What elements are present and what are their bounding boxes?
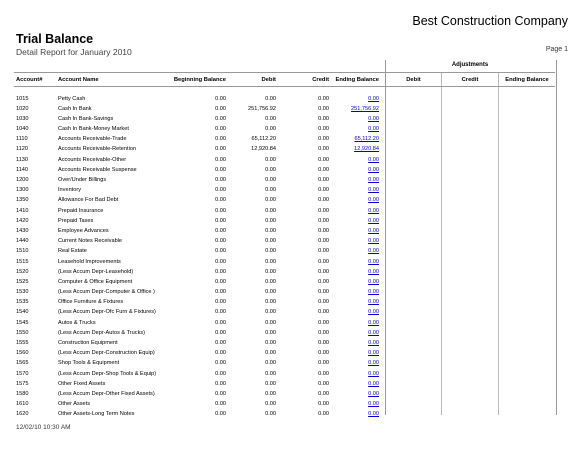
ending-balance-link[interactable]: 0.00 <box>368 340 379 346</box>
col-header-debit: Debit <box>261 77 276 83</box>
ending-balance-link[interactable]: 0.00 <box>368 95 379 102</box>
account-number: 1510 <box>16 248 29 255</box>
credit-amount: 0.00 <box>318 187 329 194</box>
ending-balance-link[interactable]: 0.00 <box>368 278 379 285</box>
account-name: (Less Accum Depr-Ofc Furn & Fixtures) <box>58 309 156 316</box>
debit-amount: 0.00 <box>265 187 276 194</box>
account-name: (Less Accum Depr-Other Fixed Assets) <box>58 390 155 397</box>
account-name: Over/Under Billings <box>58 177 107 183</box>
table-row <box>0 257 582 267</box>
debit-amount: 0.00 <box>265 207 276 214</box>
beginning-balance: 0.00 <box>215 360 226 367</box>
credit-amount: 0.00 <box>318 197 329 204</box>
credit-amount: 0.00 <box>318 156 329 163</box>
debit-amount: 0.00 <box>265 95 276 102</box>
account-name: Accounts Receivable-Trade <box>58 136 127 143</box>
table-row <box>0 175 582 185</box>
debit-amount: 0.00 <box>265 268 276 275</box>
beginning-balance: 0.00 <box>215 126 226 133</box>
account-number: 1040 <box>16 126 29 133</box>
credit-amount: 0.00 <box>318 299 329 306</box>
credit-amount: 0.00 <box>318 340 329 346</box>
credit-amount: 0.00 <box>318 268 329 275</box>
credit-amount: 0.00 <box>318 360 329 367</box>
beginning-balance: 0.00 <box>215 309 226 316</box>
table-row <box>0 338 582 348</box>
account-number: 1620 <box>16 411 29 418</box>
table-row <box>0 287 582 297</box>
table-row <box>0 236 582 246</box>
account-number: 1120 <box>16 146 29 153</box>
credit-amount: 0.00 <box>318 319 329 326</box>
table-row <box>0 185 582 195</box>
credit-amount: 0.00 <box>318 278 329 285</box>
report-title: Trial Balance <box>16 32 94 46</box>
col-header-credit: Credit <box>312 77 329 83</box>
account-name: Accounts Receivable Suspense <box>58 166 137 173</box>
ending-balance-link[interactable]: 0.00 <box>368 248 379 255</box>
trial-balance-rows <box>0 94 582 420</box>
beginning-balance: 0.00 <box>215 258 226 265</box>
ending-balance-link[interactable]: 0.00 <box>368 258 379 265</box>
table-row <box>0 206 582 216</box>
header-rule-top <box>14 72 555 73</box>
table-row <box>0 277 582 287</box>
account-name: Cash In Bank-Money Market <box>58 126 129 133</box>
table-row <box>0 104 582 114</box>
ending-balance-link[interactable]: 0.00 <box>368 360 379 367</box>
beginning-balance: 0.00 <box>215 248 226 255</box>
credit-amount: 0.00 <box>318 105 329 112</box>
credit-amount: 0.00 <box>318 401 329 408</box>
col-header-adj-debit: Debit <box>406 77 421 83</box>
beginning-balance: 0.00 <box>215 115 226 122</box>
debit-amount: 0.00 <box>265 329 276 336</box>
debit-amount: 0.00 <box>265 390 276 397</box>
ending-balance-link[interactable]: 0.00 <box>368 238 379 245</box>
account-number: 1610 <box>16 401 29 408</box>
debit-amount: 0.00 <box>265 258 276 265</box>
debit-amount: 0.00 <box>265 380 276 387</box>
credit-amount: 0.00 <box>318 289 329 296</box>
ending-balance-link[interactable]: 0.00 <box>368 380 379 387</box>
page-number: Page 1 <box>545 46 568 53</box>
ending-balance-link[interactable]: 12,920.84 <box>354 146 379 153</box>
col-header-adj-ending: Ending Balance <box>505 77 549 83</box>
ending-balance-link[interactable]: 0.00 <box>368 390 379 397</box>
account-number: 1535 <box>16 299 29 306</box>
beginning-balance: 0.00 <box>215 197 226 204</box>
table-row <box>0 155 582 165</box>
account-name: Prepaid Insurance <box>58 207 104 214</box>
debit-amount: 0.00 <box>265 340 276 346</box>
ending-balance-link[interactable]: 0.00 <box>368 187 379 194</box>
company-name: Best Construction Company <box>412 14 568 28</box>
table-row <box>0 195 582 205</box>
table-row <box>0 297 582 307</box>
account-number: 1565 <box>16 360 29 367</box>
beginning-balance: 0.00 <box>215 227 226 234</box>
account-name: Leasehold Improvements <box>58 258 121 265</box>
account-name: Accounts Receivable-Other <box>58 156 127 163</box>
beginning-balance: 0.00 <box>215 95 226 102</box>
account-number: 1440 <box>16 238 29 245</box>
credit-amount: 0.00 <box>318 370 329 377</box>
debit-amount: 0.00 <box>265 299 276 306</box>
ending-balance-link[interactable]: 0.00 <box>368 289 379 296</box>
table-row <box>0 389 582 399</box>
account-name: Petty Cash <box>58 95 86 102</box>
credit-amount: 0.00 <box>318 238 329 245</box>
col-header-account: Account# <box>16 77 43 83</box>
account-number: 1545 <box>16 319 29 326</box>
account-name: Computer & Office Equipment <box>58 278 133 285</box>
ending-balance-link[interactable]: 0.00 <box>368 197 379 204</box>
credit-amount: 0.00 <box>318 115 329 122</box>
ending-balance-link[interactable]: 65,112.20 <box>354 136 379 143</box>
account-number: 1430 <box>16 227 29 234</box>
beginning-balance: 0.00 <box>215 340 226 346</box>
beginning-balance: 0.00 <box>215 166 226 173</box>
debit-amount: 65,112.20 <box>251 136 276 143</box>
table-row <box>0 399 582 409</box>
account-name: Office Furniture & Fixtures <box>58 299 124 306</box>
account-name: Autos & Trucks <box>58 319 96 326</box>
beginning-balance: 0.00 <box>215 156 226 163</box>
account-number: 1530 <box>16 289 29 296</box>
account-name: Other Fixed Assets <box>58 380 106 387</box>
ending-balance-link[interactable]: 251,756.92 <box>351 105 379 112</box>
table-row <box>0 348 582 358</box>
account-number: 1520 <box>16 268 29 275</box>
debit-amount: 0.00 <box>265 126 276 133</box>
report-subtitle: Detail Report for January 2010 <box>16 47 132 57</box>
credit-amount: 0.00 <box>318 248 329 255</box>
debit-amount: 12,920.84 <box>251 146 276 153</box>
debit-amount: 0.00 <box>265 217 276 224</box>
debit-amount: 0.00 <box>265 177 276 183</box>
debit-amount: 0.00 <box>265 350 276 357</box>
credit-amount: 0.00 <box>318 350 329 357</box>
ending-balance-link[interactable]: 0.00 <box>368 329 379 336</box>
account-number: 1555 <box>16 340 29 346</box>
credit-amount: 0.00 <box>318 390 329 397</box>
beginning-balance: 0.00 <box>215 299 226 306</box>
ending-balance-link[interactable]: 0.00 <box>368 401 379 408</box>
beginning-balance: 0.00 <box>215 380 226 387</box>
account-number: 1110 <box>16 136 28 143</box>
adjustments-title: Adjustments <box>451 62 489 68</box>
account-number: 1560 <box>16 350 29 357</box>
ending-balance-link[interactable]: 0.00 <box>368 166 379 173</box>
debit-amount: 0.00 <box>265 238 276 245</box>
beginning-balance: 0.00 <box>215 146 226 153</box>
account-name: Cash In Bank-Savings <box>58 115 114 122</box>
beginning-balance: 0.00 <box>215 370 226 377</box>
ending-balance-link[interactable]: 0.00 <box>368 319 379 326</box>
table-row <box>0 94 582 104</box>
debit-amount: 0.00 <box>265 411 276 418</box>
table-row <box>0 246 582 256</box>
debit-amount: 0.00 <box>265 360 276 367</box>
account-number: 1030 <box>16 115 29 122</box>
credit-amount: 0.00 <box>318 217 329 224</box>
account-number: 1540 <box>16 309 29 316</box>
table-row <box>0 328 582 338</box>
account-number: 1575 <box>16 380 29 387</box>
header-rule-bottom <box>14 86 555 87</box>
credit-amount: 0.00 <box>318 329 329 336</box>
col-header-beginning: Beginning Balance <box>173 77 226 83</box>
account-name: (Less Accum Depr-Shop Tools & Equip) <box>58 370 157 377</box>
account-number: 1410 <box>16 207 29 214</box>
beginning-balance: 0.00 <box>215 136 226 143</box>
account-name: Accounts Receivable-Retention <box>58 146 137 153</box>
table-row <box>0 216 582 226</box>
account-name: Current Notes Receivable <box>58 238 123 245</box>
account-number: 1570 <box>16 370 29 377</box>
table-row <box>0 267 582 277</box>
account-name: (Less Accum Depr-Autos & Trucks) <box>58 329 146 336</box>
col-header-ending: Ending Balance <box>335 77 379 83</box>
credit-amount: 0.00 <box>318 177 329 183</box>
account-number: 1140 <box>16 166 29 173</box>
debit-amount: 0.00 <box>265 309 276 316</box>
ending-balance-link[interactable]: 0.00 <box>368 217 379 224</box>
beginning-balance: 0.00 <box>215 278 226 285</box>
debit-amount: 0.00 <box>265 278 276 285</box>
account-number: 1420 <box>16 217 29 224</box>
account-name: Allowance For Bad Debt <box>58 197 119 204</box>
account-number: 1550 <box>16 329 29 336</box>
debit-amount: 0.00 <box>265 166 276 173</box>
account-number: 1515 <box>16 258 29 265</box>
ending-balance-link[interactable]: 0.00 <box>368 177 379 183</box>
credit-amount: 0.00 <box>318 166 329 173</box>
ending-balance-link[interactable]: 0.00 <box>368 115 379 122</box>
col-header-name: Account Name <box>58 77 99 83</box>
account-name: (Less Accum Depr-Construction Equip) <box>58 350 155 357</box>
debit-amount: 0.00 <box>265 197 276 204</box>
ending-balance-link[interactable]: 0.00 <box>368 299 379 306</box>
table-row <box>0 307 582 317</box>
credit-amount: 0.00 <box>318 126 329 133</box>
account-name: Cash In Bank <box>58 105 92 112</box>
account-number: 1300 <box>16 187 29 194</box>
credit-amount: 0.00 <box>318 258 329 265</box>
ending-balance-link[interactable]: 0.00 <box>368 156 379 163</box>
report-timestamp: 12/02/10 10:30 AM <box>16 424 71 431</box>
account-number: 1350 <box>16 197 29 204</box>
account-number: 1580 <box>16 390 29 397</box>
beginning-balance: 0.00 <box>215 329 226 336</box>
table-row <box>0 379 582 389</box>
debit-amount: 0.00 <box>265 227 276 234</box>
table-row <box>0 226 582 236</box>
table-row <box>0 134 582 144</box>
credit-amount: 0.00 <box>318 146 329 153</box>
credit-amount: 0.00 <box>318 411 329 418</box>
credit-amount: 0.00 <box>318 207 329 214</box>
beginning-balance: 0.00 <box>215 177 226 183</box>
table-row <box>0 124 582 134</box>
debit-amount: 0.00 <box>265 156 276 163</box>
debit-amount: 251,756.92 <box>248 105 276 112</box>
account-number: 1130 <box>16 156 29 163</box>
table-row <box>0 114 582 124</box>
account-name: Real Estate <box>58 248 87 255</box>
ending-balance-link[interactable]: 0.00 <box>368 126 379 133</box>
debit-amount: 0.00 <box>265 115 276 122</box>
debit-amount: 0.00 <box>265 289 276 296</box>
account-number: 1015 <box>16 95 29 102</box>
account-name: (Less Accum Depr-Computer & Office ) <box>58 289 155 296</box>
ending-balance-link[interactable]: 0.00 <box>368 268 379 275</box>
ending-balance-link[interactable]: 0.00 <box>368 227 379 234</box>
account-name: (Less Accum Depr-Leasehold) <box>58 268 134 275</box>
credit-amount: 0.00 <box>318 309 329 316</box>
beginning-balance: 0.00 <box>215 390 226 397</box>
debit-amount: 0.00 <box>265 370 276 377</box>
debit-amount: 0.00 <box>265 401 276 408</box>
ending-balance-link[interactable]: 0.00 <box>368 350 379 357</box>
beginning-balance: 0.00 <box>215 319 226 326</box>
account-number: 1525 <box>16 278 29 285</box>
account-name: Shop Tools & Equipment <box>58 360 120 367</box>
credit-amount: 0.00 <box>318 95 329 102</box>
beginning-balance: 0.00 <box>215 350 226 357</box>
table-row <box>0 358 582 368</box>
account-name: Other Assets-Long Term Notes <box>58 411 135 418</box>
beginning-balance: 0.00 <box>215 105 226 112</box>
ending-balance-link[interactable]: 0.00 <box>368 309 379 316</box>
table-row <box>0 409 582 419</box>
account-name: Inventory <box>58 187 82 194</box>
account-number: 1020 <box>16 105 29 112</box>
beginning-balance: 0.00 <box>215 268 226 275</box>
col-header-adj-credit: Credit <box>461 77 479 83</box>
beginning-balance: 0.00 <box>215 289 226 296</box>
account-name: Prepaid Taxes <box>58 217 94 224</box>
debit-amount: 0.00 <box>265 248 276 255</box>
ending-balance-link[interactable]: 0.00 <box>368 207 379 214</box>
account-name: Construction Equipment <box>58 340 118 346</box>
account-name: Other Assets <box>58 401 91 408</box>
credit-amount: 0.00 <box>318 380 329 387</box>
ending-balance-link[interactable]: 0.00 <box>368 370 379 377</box>
credit-amount: 0.00 <box>318 227 329 234</box>
beginning-balance: 0.00 <box>215 207 226 214</box>
table-row <box>0 318 582 328</box>
beginning-balance: 0.00 <box>215 401 226 408</box>
table-row <box>0 369 582 379</box>
beginning-balance: 0.00 <box>215 187 226 194</box>
beginning-balance: 0.00 <box>215 411 226 418</box>
beginning-balance: 0.00 <box>215 217 226 224</box>
beginning-balance: 0.00 <box>215 238 226 245</box>
account-number: 1200 <box>16 177 29 183</box>
table-row <box>0 144 582 154</box>
debit-amount: 0.00 <box>265 319 276 326</box>
table-row <box>0 165 582 175</box>
ending-balance-link[interactable]: 0.00 <box>368 411 379 418</box>
account-name: Employee Advances <box>58 227 109 234</box>
credit-amount: 0.00 <box>318 136 329 143</box>
